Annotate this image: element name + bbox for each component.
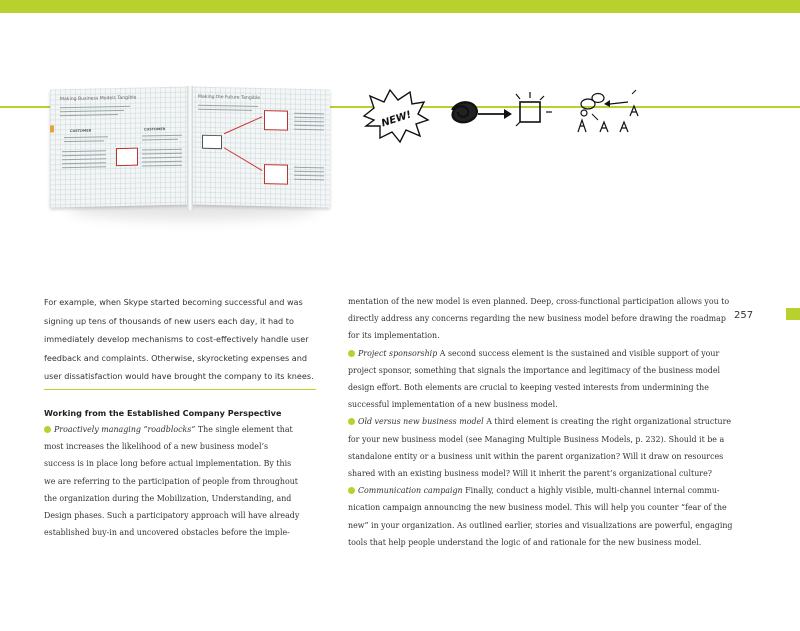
- book-left-label-b: CUSTOMER: [144, 127, 166, 132]
- book-text-line: [198, 105, 258, 107]
- bullet-icon: [44, 426, 51, 433]
- left-section-body: [44, 421, 334, 541]
- book-right-diagram-b: [264, 164, 288, 185]
- book-right-title: Making the Future Tangible: [198, 94, 261, 102]
- book-text-line: [294, 121, 324, 123]
- book-text-line: [294, 167, 324, 169]
- book-right-diagram-a: [264, 110, 288, 131]
- text-line: For example, when Skype started becoming successful and was: [44, 297, 303, 307]
- text-line: design effort. Both elements are crucial to keeping vested interests from undermining the: [348, 383, 709, 393]
- book-spine: [187, 86, 193, 210]
- text-line: shared with an existing business model? Will it inherit the parent’s organizational culture?: [348, 469, 712, 479]
- book-text-line: [142, 149, 182, 151]
- book-spread-image: [44, 88, 334, 216]
- page-number: 257: [734, 310, 754, 321]
- text-line: [348, 413, 768, 430]
- text-line: [44, 421, 334, 438]
- text-line: most increases the likelihood of a new business model’s: [44, 442, 269, 452]
- text-line: project sponsor, something that signals the importance and legitimacy of the business model: [348, 365, 721, 375]
- book-text-line: [142, 135, 182, 137]
- text-line: [348, 345, 768, 362]
- book-text-line: [62, 154, 106, 156]
- book-text-line: [62, 158, 106, 160]
- book-left-label-a: CUSTOMER: [70, 128, 92, 134]
- book-text-line: [64, 136, 108, 138]
- book-text-line: [294, 179, 324, 181]
- book-text-line: [294, 171, 324, 173]
- bullet-icon: [348, 418, 355, 425]
- book-right-diagram-source: [202, 135, 222, 149]
- term-old-versus-new: Old versus new business model: [358, 417, 484, 427]
- text-run: Finally, conduct a highly visible, multi-channel internal commu-: [462, 486, 720, 496]
- book-text-line: [60, 114, 118, 116]
- right-column-body: [348, 293, 768, 551]
- book-text-line: [62, 162, 106, 164]
- book-arrow-down: [224, 147, 263, 171]
- book-left-title: Making Business Models Tangible: [60, 95, 137, 103]
- book-text-line: [62, 166, 106, 168]
- book-text-line: [294, 175, 324, 177]
- term-communication-campaign: Communication campaign: [358, 486, 463, 496]
- book-text-line: [142, 157, 182, 159]
- book-text-line: [60, 110, 124, 113]
- book-left-diagram: [116, 148, 138, 166]
- book-text-line: [294, 117, 324, 119]
- term-roadblocks: Proactively managing “roadblocks”: [54, 425, 196, 434]
- term-project-sponsorship: Project sponsorship: [358, 348, 438, 358]
- people-communication-icon: [578, 90, 638, 132]
- text-line: established buy-in and uncovered obstacles before the imple-: [44, 528, 290, 538]
- text-line: signing up tens of thousands of new users each day, it had to: [44, 315, 294, 326]
- scribble-to-box-icon: [452, 92, 552, 126]
- book-right-page: [190, 87, 330, 208]
- left-intro-paragraph: [44, 293, 324, 386]
- book-text-line: [142, 153, 182, 155]
- text-line: the organization during the Mobilization, Understanding, and: [44, 493, 292, 503]
- section-divider: [44, 389, 316, 390]
- text-line: immediately develop mechanisms to cost-effectively handle user: [44, 334, 309, 345]
- text-line: user dissatisfaction would have brought the company to its knees.: [44, 371, 314, 382]
- new-burst-text: NEW!: [380, 109, 413, 130]
- text-run: A second success element is the sustained and visible support of your: [437, 348, 720, 358]
- text-line: for your new business model (see Managing Multiple Business Models, p. 232). Should it be a: [348, 434, 725, 444]
- book-arrow-up: [224, 116, 262, 134]
- book-text-line: [142, 161, 182, 163]
- section-heading: Working from the Established Company Perspective: [44, 408, 282, 418]
- text-line: success is in place long before actual implementation. By this: [44, 459, 292, 469]
- book-text-line: [294, 113, 324, 115]
- book-text-line: [142, 139, 178, 141]
- book-text-line: [294, 125, 324, 127]
- book-orange-tab: [50, 125, 54, 132]
- text-line: [348, 482, 768, 499]
- bullet-icon: [348, 350, 355, 357]
- text-line: mentation of the new model is even planned. Deep, cross-functional participation allows you to: [348, 297, 730, 306]
- text-line: feedback and complaints. Otherwise, skyrocketing expenses and: [44, 352, 307, 363]
- text-line: nication campaign announcing the new business model. This will help you counter “fear of the: [348, 503, 727, 513]
- text-line: standalone entity or a business unit within the parent organization? Will it draw on resources: [348, 451, 724, 461]
- sketch-row: [360, 86, 660, 146]
- book-text-line: [62, 150, 106, 152]
- book-text-line: [294, 129, 324, 131]
- text-run: The single element that: [195, 425, 293, 434]
- new-burst-icon: [364, 90, 428, 142]
- text-line: we are referring to the participation of people from throughout: [44, 476, 298, 486]
- text-line: Design phases. Such a participatory approach will have already: [44, 511, 300, 521]
- text-line: for its implementation.: [348, 331, 440, 341]
- text-line: directly address any concerns regarding the new business model before drawing the roadmap: [348, 314, 726, 324]
- book-text-line: [142, 165, 182, 167]
- book-text-line: [60, 106, 130, 109]
- text-run: A third element is creating the right organizational structure: [483, 417, 732, 427]
- text-line: new” in your organization. As outlined earlier, stories and visualizations are powerful, engaging: [348, 520, 733, 530]
- book-text-line: [198, 109, 252, 111]
- book-text-line: [64, 140, 104, 142]
- page-number-tab: [786, 308, 800, 320]
- book-left-page: [50, 87, 190, 208]
- text-line: successful implementation of a new business model.: [348, 400, 558, 410]
- text-line: tools that help people understand the logic of and rationale for the new business model.: [348, 537, 702, 547]
- top-accent-bar: [0, 0, 800, 13]
- bullet-icon: [348, 487, 355, 494]
